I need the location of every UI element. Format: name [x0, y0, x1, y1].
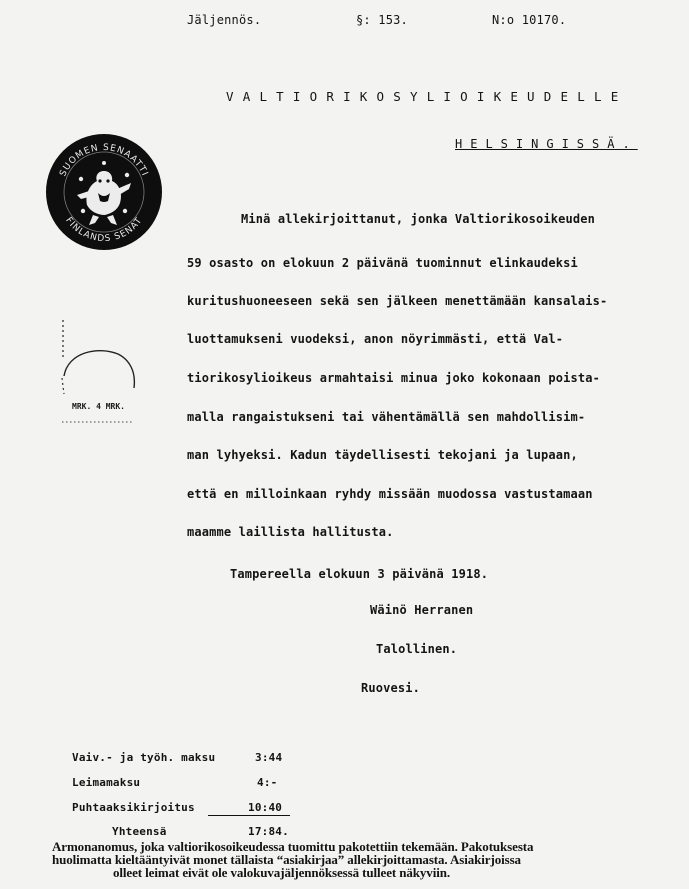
footnote-line: olleet leimat eivät ole valokuvajäljennöksessä tulleet näkyviin.: [113, 865, 451, 880]
addressee-city: HELSINGISSÄ.: [455, 137, 638, 151]
signature-title: Talollinen.: [376, 642, 458, 656]
fee-total-label: Yhteensä: [112, 825, 167, 838]
footnote-line: Armonanomus, joka valtiorikosoikeudessa tuomittu pakotettiin tekemään. Pakotuksesta: [52, 839, 534, 854]
copy-label: Jäljennös.: [187, 13, 262, 27]
fee-value: 10:40: [248, 801, 283, 814]
senate-seal-icon: [45, 133, 163, 251]
fee-value: 4:-: [257, 776, 278, 789]
fee-label: Leimamaksu: [72, 776, 141, 789]
fee-value: 3:44: [255, 751, 283, 764]
signature-place: Ruovesi.: [361, 681, 420, 695]
letter-line: tiorikosylioikeus armahtaisi minua joko kokonaan poista-: [187, 371, 600, 385]
fee-divider: [208, 815, 290, 816]
letter-line: maamme laillista hallitusta.: [187, 525, 394, 539]
document-number: N:o 10170.: [492, 13, 567, 27]
letter-line: että en milloinkaan ryhdy missään muodossa vastustamaan: [187, 487, 593, 501]
letter-line: Minä allekirjoittanut, jonka Valtiorikosoikeuden: [241, 212, 595, 226]
place-date: Tampereella elokuun 3 päivänä 1918.: [230, 567, 489, 581]
revenue-stamp: [58, 318, 148, 430]
fee-label: Vaiv.- ja työh. maksu: [72, 751, 216, 764]
signature-name: Wäinö Herranen: [370, 603, 474, 617]
footnote-line: huolimatta kieltääntyivät monet tällaista “asiakirjaa” allekirjoittamasta. Asiakirjoissa: [52, 852, 521, 867]
section-label: §: 153.: [356, 13, 408, 27]
fee-total-value: 17:84.: [248, 825, 289, 838]
seal-top-text: SUOMEN SENAATTI: [58, 142, 150, 179]
letter-line: 59 osasto on elokuun 2 päivänä tuominnut elinkaudeksi: [187, 256, 578, 270]
seal-bottom-text: FINLANDS SENAT: [63, 215, 145, 245]
stamp-text: MRK. 4 MRK.: [72, 402, 125, 411]
letter-line: luottamukseni vuodeksi, anon nöyrimmästi, että Val-: [187, 332, 564, 346]
letter-line: man lyhyeksi. Kadun täydellisesti tekojani ja lupaan,: [187, 448, 578, 462]
letter-line: kuritushuoneeseen sekä sen jälkeen menettämään kansalais-: [187, 294, 608, 308]
letter-line: malla rangaistukseni tai vähentämällä sen mahdollisim-: [187, 410, 586, 424]
fee-label: Puhtaaksikirjoitus: [72, 801, 195, 814]
addressee-court: VALTIORIKOSYLIOIKEUDELLE: [226, 89, 628, 104]
